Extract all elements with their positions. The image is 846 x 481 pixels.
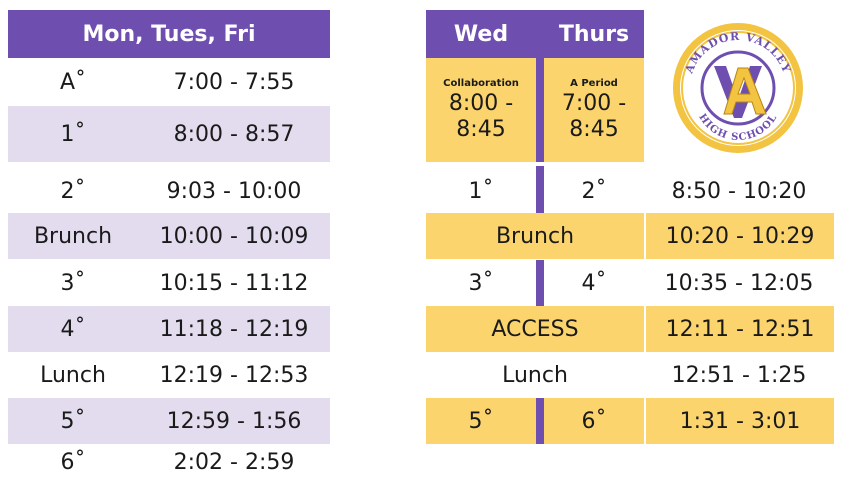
right-brunch-time: 10:20 - 10:29 [646, 213, 834, 259]
column-divider [536, 260, 544, 306]
left-time-6: 2:02 - 2:59 [138, 444, 330, 481]
collaboration-end: 8:45 [456, 116, 506, 142]
wed-period-3: 3˚ [426, 260, 536, 306]
wed-collaboration-block [426, 58, 536, 162]
left-time-brunch: 10:00 - 10:09 [138, 213, 330, 259]
thurs-period-2: 2˚ [544, 166, 644, 216]
a-period-label: A Period [570, 77, 618, 89]
left-time-lunch: 12:19 - 12:53 [138, 352, 330, 398]
right-header-thurs: Thurs [544, 10, 644, 58]
column-divider [536, 166, 544, 216]
thurs-period-4: 4˚ [544, 260, 644, 306]
left-period-6: 6˚ [8, 444, 138, 481]
wed-period-5: 5˚ [426, 398, 536, 444]
right-lunch-label: Lunch [426, 352, 644, 398]
collaboration-start: 8:00 - [448, 91, 514, 117]
left-period-a: A˚ [8, 58, 138, 106]
right-access-label: ACCESS [426, 306, 644, 352]
left-time-a: 7:00 - 7:55 [138, 58, 330, 106]
logo-bottom-text: HIGH SCHOOL [696, 112, 780, 144]
left-period-4: 4˚ [8, 306, 138, 352]
amador-valley-seal-icon [668, 18, 808, 158]
collaboration-label: Collaboration [443, 77, 519, 89]
left-time-5: 12:59 - 1:56 [138, 398, 330, 444]
right-lunch-time: 12:51 - 1:25 [644, 352, 834, 398]
right-brunch-label: Brunch [426, 213, 644, 259]
left-time-2: 9:03 - 10:00 [138, 166, 330, 216]
a-period-start: 7:00 - [561, 91, 627, 117]
left-period-brunch: Brunch [8, 213, 138, 259]
left-table-header: Mon, Tues, Fri [8, 10, 330, 58]
left-period-3: 3˚ [8, 260, 138, 306]
right-access-time: 12:11 - 12:51 [646, 306, 834, 352]
thurs-period-6: 6˚ [544, 398, 644, 444]
left-period-5: 5˚ [8, 398, 138, 444]
school-logo [648, 10, 828, 166]
a-period-end: 8:45 [569, 116, 619, 142]
right-time-3: 10:35 - 12:05 [644, 260, 834, 306]
right-header-wed: Wed [426, 10, 536, 58]
left-period-2: 2˚ [8, 166, 138, 216]
column-divider [536, 398, 544, 444]
column-divider-top [536, 10, 544, 162]
logo-top-text: AMADOR VALLEY [682, 29, 794, 76]
right-time-1: 8:50 - 10:20 [644, 166, 834, 216]
left-time-3: 10:15 - 11:12 [138, 260, 330, 306]
left-period-1: 1˚ [8, 106, 138, 162]
left-period-lunch: Lunch [8, 352, 138, 398]
wed-period-1: 1˚ [426, 166, 536, 216]
left-time-4: 11:18 - 12:19 [138, 306, 330, 352]
right-time-5: 1:31 - 3:01 [646, 398, 834, 444]
left-time-1: 8:00 - 8:57 [138, 106, 330, 162]
thurs-a-period-block [544, 58, 644, 162]
